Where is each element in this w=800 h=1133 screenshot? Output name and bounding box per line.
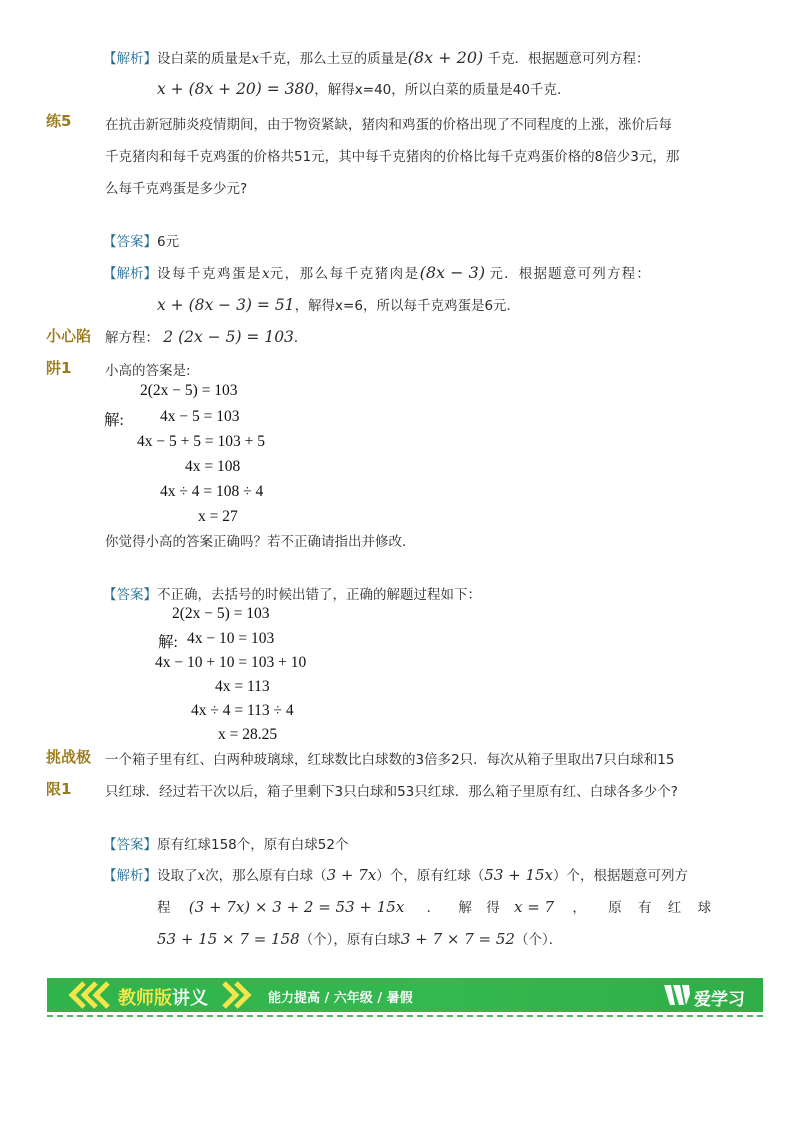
- analysis-tag: 【解析】: [103, 51, 157, 67]
- challenge-question-line2: 只红球．经过若干次以后，箱子里剩下3只白球和53只红球．那么箱子里原有红、白球各多少个?: [105, 784, 678, 800]
- analysis-tag: 【解析】: [103, 868, 157, 884]
- trap-ans-step-2: 4x − 10 = 103: [187, 630, 275, 647]
- trap-step-3: 4x − 5 + 5 = 103 + 5: [137, 433, 265, 450]
- footer-dashed-divider: [47, 1015, 763, 1017]
- trap-ans-step-1: 2(2x − 5) = 103: [172, 605, 270, 622]
- challenge-label-line1: 挑战极: [46, 748, 92, 766]
- challenge-analysis-line2: 程 (3 + 7x) × 3 + 2 = 53 + 15x ． 解 得 x = 7 ， 原 有 红 球: [157, 898, 712, 916]
- q5-equation-line: x + (8x − 3) = 51，解得x=6，所以每千克鸡蛋是6元．: [157, 296, 521, 314]
- trap-line: 小高的答案是:: [105, 363, 191, 379]
- trap-ans-step-5: 4x ÷ 4 = 113 ÷ 4: [191, 702, 294, 719]
- trap-question: 你觉得小高的答案正确吗？若不正确请指出并修改．: [105, 534, 416, 550]
- answer-tag: 【答案】: [103, 234, 157, 250]
- trap-step-5: 4x ÷ 4 = 108 ÷ 4: [160, 483, 264, 500]
- trap-intro: 解方程： 2 (2x − 5) = 103．: [105, 328, 308, 346]
- analysis-tag: 【解析】: [103, 266, 157, 282]
- answer-tag: 【答案】: [103, 837, 157, 853]
- trap-ans-step-4: 4x = 113: [215, 678, 270, 695]
- trap-ans-step-6: x = 28.25: [218, 726, 278, 743]
- trap-answer: 【答案】不正确，去括号的时候出错了，正确的解题过程如下：: [103, 587, 481, 603]
- q5-question-line3: 么每千克鸡蛋是多少元?: [105, 181, 248, 197]
- trap-ans-jie-label: 解:: [158, 634, 178, 651]
- trap-step-2: 4x − 5 = 103: [160, 408, 240, 425]
- challenge-analysis-line3: 53 + 15 × 7 = 158（个），原有白球3 + 7 × 7 = 52（个）．: [157, 930, 563, 948]
- left-chevrons-icon: [62, 980, 114, 1010]
- q5-question-line1: 在抗击新冠肺炎疫情期间，由于物资紧缺，猪肉和鸡蛋的价格出现了不同程度的上涨，涨价后每: [105, 117, 672, 133]
- right-chevrons-icon: [218, 980, 262, 1010]
- answer-tag: 【答案】: [103, 587, 157, 603]
- trap-ans-step-3: 4x − 10 + 10 = 103 + 10: [155, 654, 307, 671]
- q5-question-line2: 千克猪肉和每千克鸡蛋的价格共51元，其中每千克猪肉的价格比每千克鸡蛋价格的8倍少3元，那: [105, 149, 680, 165]
- footer-brand: 爱学习: [694, 990, 745, 1010]
- brand-logo-icon: [662, 982, 692, 1008]
- q4-equation-line: x + (8x + 20) = 380，解得x=40，所以白菜的质量是40千克．: [157, 80, 571, 98]
- challenge-analysis-line1: 【解析】设取了x次，那么原有白球（3 + 7x）个，原有红球（53 + 15x）个，根据题意可列方: [103, 866, 689, 884]
- q5-analysis-line1: 【解析】设每千克鸡蛋是x元，那么每千克猪肉是(8x − 3) 元．根据题意可列方程：: [103, 263, 652, 282]
- trap-label-line2: 阱1: [46, 359, 72, 377]
- challenge-answer: 【答案】原有红球158个，原有白球52个: [103, 837, 349, 853]
- trap-step-6: x = 27: [198, 508, 238, 525]
- challenge-question-line1: 一个箱子里有红、白两种玻璃球，红球数比白球数的3倍多2只．每次从箱子里取出7只白球和15: [105, 752, 675, 768]
- q5-answer: 【答案】6元: [103, 234, 180, 250]
- trap-jie-label: 解:: [104, 412, 124, 429]
- footer-subtitle: 能力提高 / 六年级 / 暑假: [268, 991, 413, 1006]
- trap-step-4: 4x = 108: [185, 458, 241, 475]
- footer-title: 教师版讲义: [118, 988, 208, 1009]
- q4-analysis-line1: 【解析】设白菜的质量是x千克，那么土豆的质量是(8x + 20) 千克．根据题意可列方程：: [103, 48, 650, 67]
- trap-step-1: 2(2x − 5) = 103: [140, 382, 238, 399]
- q5-label: 练5: [46, 112, 72, 130]
- challenge-label-line2: 限1: [46, 780, 72, 798]
- trap-label-line1: 小心陷: [46, 327, 92, 345]
